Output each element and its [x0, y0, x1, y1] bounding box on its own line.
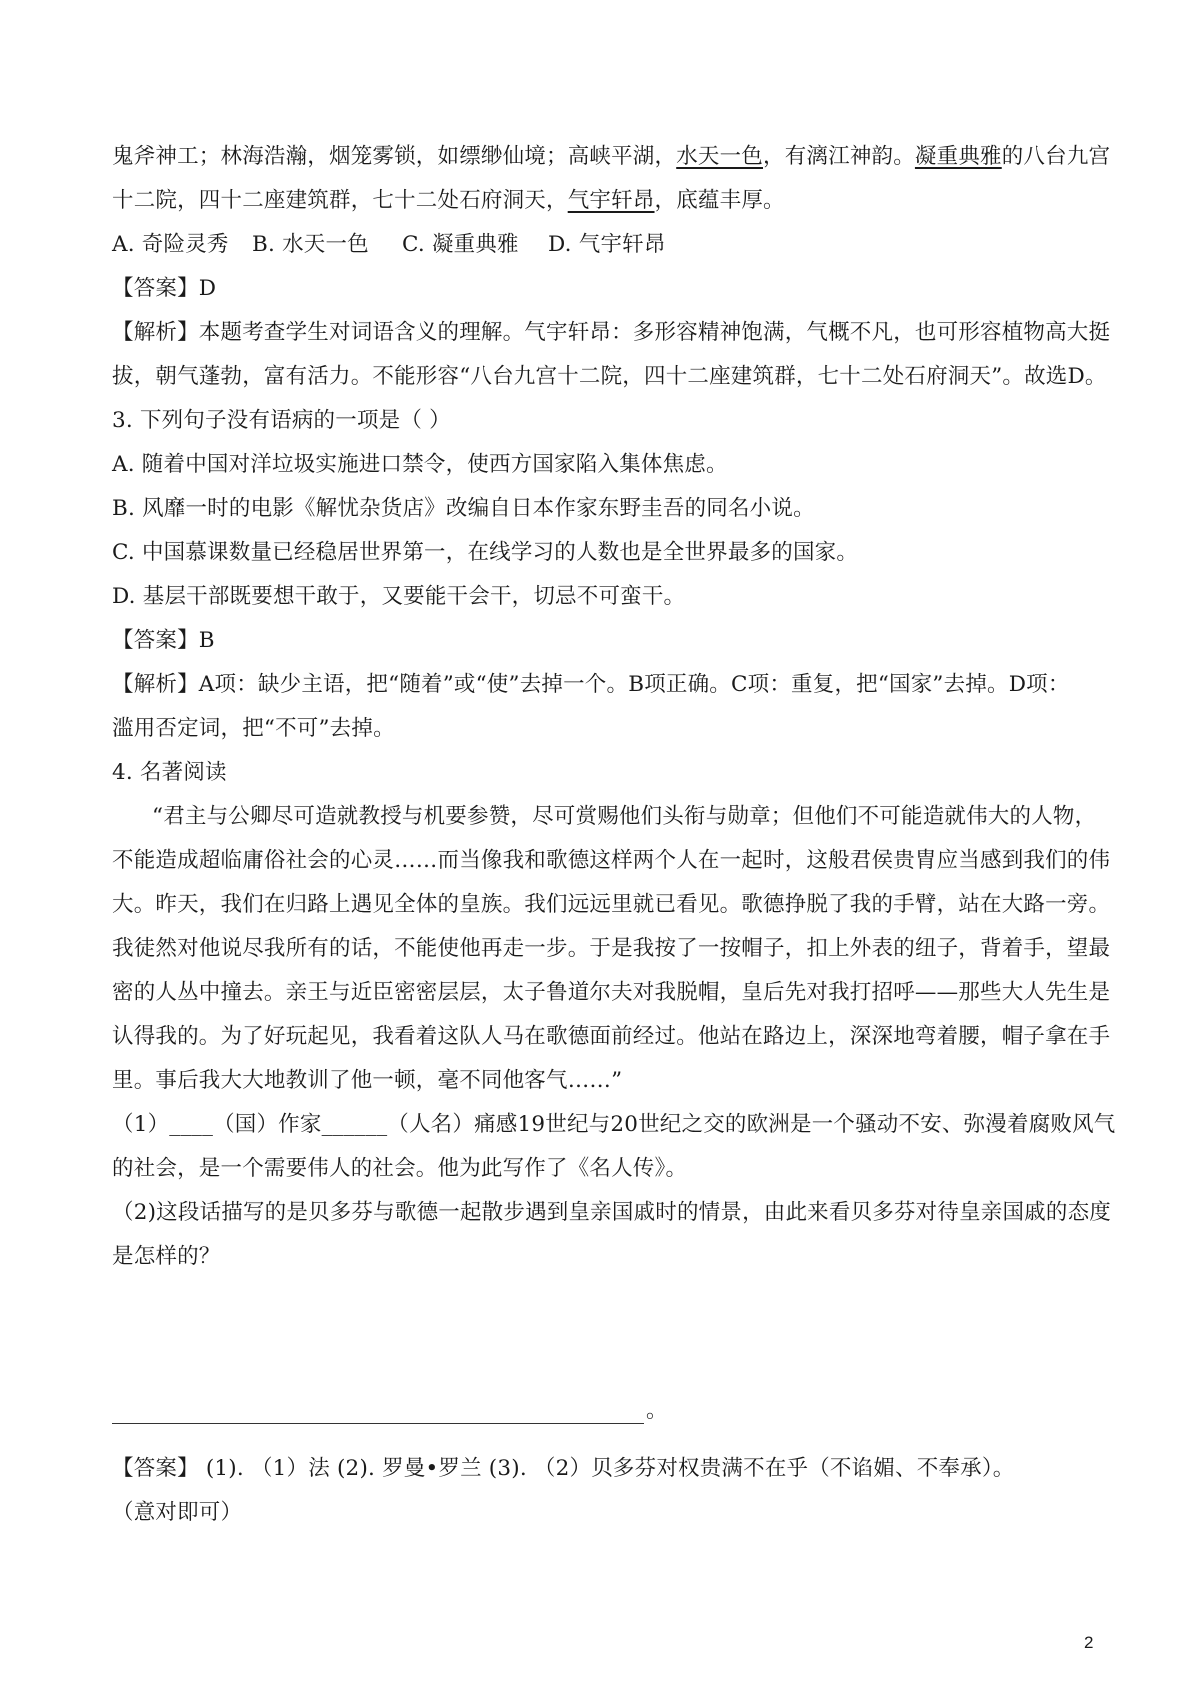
q3-option-c: C. 中国慕课数量已经稳居世界第一，在线学习的人数也是全世界最多的国家。 [112, 540, 859, 565]
q2-underlined-phrase-2: 凝重典雅 [914, 144, 1002, 169]
q3-analysis-line-2: 滥用否定词，把“不可”去掉。 [112, 716, 395, 741]
q4-passage-line: 认得我的。为了好玩起见，我看着这队人马在歌德面前经过。他站在路边上，深深地弯着腰，帽子拿在手 [112, 1024, 1111, 1049]
q2-underlined-phrase-3: 气宇轩昂 [567, 188, 655, 213]
q2-text-segment: 十二院，四十二座建筑群，七十二处石府洞天， [112, 188, 568, 213]
answer-blank-period: 。 [646, 1398, 668, 1423]
page-number: 2 [1084, 1633, 1094, 1652]
q4-passage-line: 里。事后我大大地教训了他一顿，毫不同他客气……” [112, 1068, 623, 1093]
q2-underlined-phrase-1: 水天一色 [676, 144, 764, 169]
q2-option-a: A. 奇险灵秀 [112, 232, 229, 257]
q4-sub2-line-1: （2)这段话描写的是贝多芬与歌德一起散步遇到皇亲国戚时的情景，由此来看贝多芬对待皇亲国戚的态度 [112, 1200, 1111, 1225]
q3-option-b: B. 风靡一时的电影《解忧杂货店》改编自日本作家东野圭吾的同名小说。 [112, 496, 815, 521]
q4-passage-line: 我徒然对他说尽我所有的话，不能使他再走一步。于是我按了一按帽子，扣上外表的纽子，背着手，望最 [112, 936, 1111, 961]
q2-answer: 【答案】D [112, 276, 217, 301]
q2-option-b: B. 水天一色 [252, 232, 369, 257]
q4-passage-line: 大。昨天，我们在归路上遇见全体的皇族。我们远远里就已看见。歌德挣脱了我的手臂，站在大路一旁。 [112, 892, 1111, 917]
q4-answer-line-1: 【答案】 (1). （1）法 (2). 罗曼•罗兰 (3). （2）贝多芬对权贵满不在乎（不谄媚、不奉承）。 [112, 1456, 1015, 1481]
q3-answer: 【答案】B [112, 628, 215, 653]
answer-blank-line [112, 1423, 644, 1424]
q4-sub2-line-2: 是怎样的？ [112, 1244, 221, 1269]
q4-passage-line: “君主与公卿尽可造就教授与机要参赞，尽可赏赐他们头衔与勋章；但他们不可能造就伟大的人物， [152, 804, 1097, 829]
q3-option-d: D. 基层干部既要想干敢于，又要能干会干，切忌不可蛮干。 [112, 584, 686, 609]
q2-text-segment: ，底蕴丰厚。 [654, 188, 785, 213]
q3-analysis-line-1: 【解析】A项：缺少主语，把“随着”或“使”去掉一个。B项正确。C项：重复，把“国家”去掉。D项： [112, 672, 1070, 697]
q2-text-segment: 的八台九宫 [1001, 144, 1111, 169]
q2-text-segment: 鬼斧神工；林海浩瀚，烟笼雾锁，如缥缈仙境；高峡平湖， [112, 144, 677, 169]
q2-text-line-2 [112, 186, 1102, 216]
q2-analysis-line-1: 【解析】本题考查学生对词语含义的理解。气宇轩昂：多形容精神饱满，气概不凡，也可形容植物高大挺 [112, 320, 1111, 345]
q3-option-a: A. 随着中国对洋垃圾实施进口禁令，使西方国家陷入集体焦虑。 [112, 452, 728, 477]
q2-analysis-line-2: 拔，朝气蓬勃，富有活力。不能形容“八台九宫十二院，四十二座建筑群，七十二处石府洞天”。故选D。 [112, 364, 1107, 389]
q4-sub1-line-2: 的社会，是一个需要伟人的社会。他为此写作了《名人传》。 [112, 1156, 688, 1181]
q4-sub1-line-1: （1）____（国）作家______（人名）痛感19世纪与20世纪之交的欧洲是一个骚动不安、弥漫着腐败风气 [112, 1112, 1116, 1137]
q4-passage-line: 不能造成超临庸俗社会的心灵……而当像我和歌德这样两个人在一起时，这般君侯贵胄应当感到我们的伟 [112, 848, 1111, 873]
q2-options [112, 230, 1102, 260]
q4-answer-line-2: （意对即可） [112, 1500, 243, 1525]
q2-text-segment: ，有漓江神韵。 [763, 144, 915, 169]
q2-option-d: D. 气宇轩昂 [548, 232, 666, 257]
q3-stem: 3. 下列句子没有语病的一项是（ ） [112, 408, 451, 433]
q4-passage-line: 密的人丛中撞去。亲王与近臣密密层层，太子鲁道尔夫对我脱帽，皇后先对我打招呼——那些大人先生是 [112, 980, 1111, 1005]
q2-option-c: C. 凝重典雅 [402, 232, 519, 257]
q4-stem: 4. 名著阅读 [112, 760, 227, 785]
q2-text-line-1 [112, 142, 1111, 172]
